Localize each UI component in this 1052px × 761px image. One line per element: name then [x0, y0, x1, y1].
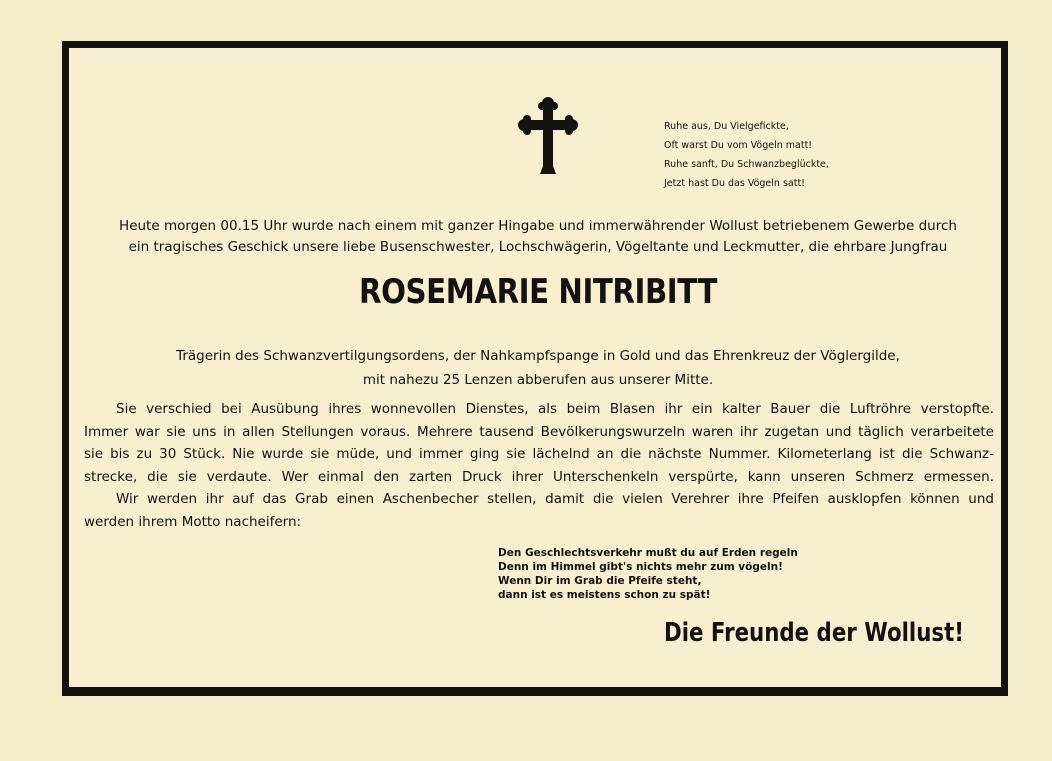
cross-icon — [518, 96, 578, 178]
verse-bottom-line: Den Geschlechtsverkehr mußt du auf Erden regeln — [498, 547, 798, 559]
body-line: Wir werden ihr auf das Grab einen Aschenbecher stellen, damit die vielen Verehrer ihre Pfeifen ausklopfen können und — [116, 491, 994, 507]
verse-top-line: Ruhe aus, Du Vielgefickte, — [664, 121, 789, 132]
intro-paragraph — [81, 216, 995, 258]
verse-bottom-line: Denn im Himmel gibt's nichts mehr zum vögeln! — [498, 561, 783, 573]
intro-line: Heute morgen 00.15 Uhr wurde nach einem mit ganzer Hingabe und immerwährender Wollust betriebenem Gewerbe durch — [119, 218, 957, 234]
body-line: werden ihrem Motto nacheifern: — [84, 513, 302, 530]
verse-bottom — [498, 546, 798, 602]
verse-top-line: Oft warst Du vom Vögeln matt! — [664, 140, 813, 151]
body-line: Sie verschied bei Ausübung ihres wonnevollen Dienstes, als beim Blasen ihr ein kalter Bauer die Luftröhre verstopfte. — [116, 401, 994, 417]
verse-top-line: Jetzt hast Du das Vögeln satt! — [664, 178, 805, 189]
honors-line: Trägerin des Schwanzvertilgungsordens, der Nahkampfspange in Gold und das Ehrenkreuz der Vöglergilde, — [176, 348, 900, 364]
body-paragraph — [84, 398, 994, 533]
signature: Die Freunde der Wollust! — [664, 618, 965, 648]
verse-top-line: Ruhe sanft, Du Schwanzbeglückte, — [664, 159, 829, 170]
body-line: sie bis zu 30 Stück. Nie wurde sie müde, und immer ging sie lächelnd an die nächste Nummer. Kilometerlang ist die Schwanz- — [84, 446, 994, 462]
body-line: Immer war sie uns in allen Stellungen voraus. Mehrere tausend Bevölkerungswurzeln waren ihr zugetan und täglich verarbeitete — [84, 423, 994, 440]
body-line: strecke, die sie verdaute. Wer einmal den zarten Druck ihrer Unterschenkeln verspürte, kann unseren Schmerz ermessen. — [84, 468, 994, 485]
deceased-name: ROSEMARIE NITRIBITT — [359, 272, 717, 312]
verse-bottom-line: Wenn Dir im Grab die Pfeife steht, — [498, 575, 702, 587]
honors-paragraph — [100, 344, 976, 392]
verse-bottom-line: dann ist es meistens schon zu spät! — [498, 589, 711, 601]
verse-top — [664, 117, 829, 193]
honors-line: mit nahezu 25 Lenzen abberufen aus unserer Mitte. — [362, 372, 714, 388]
intro-line: ein tragisches Geschick unsere liebe Busenschwester, Lochschwägerin, Vögeltante und Leckmutter, die ehrbare Jungfrau — [128, 239, 948, 255]
